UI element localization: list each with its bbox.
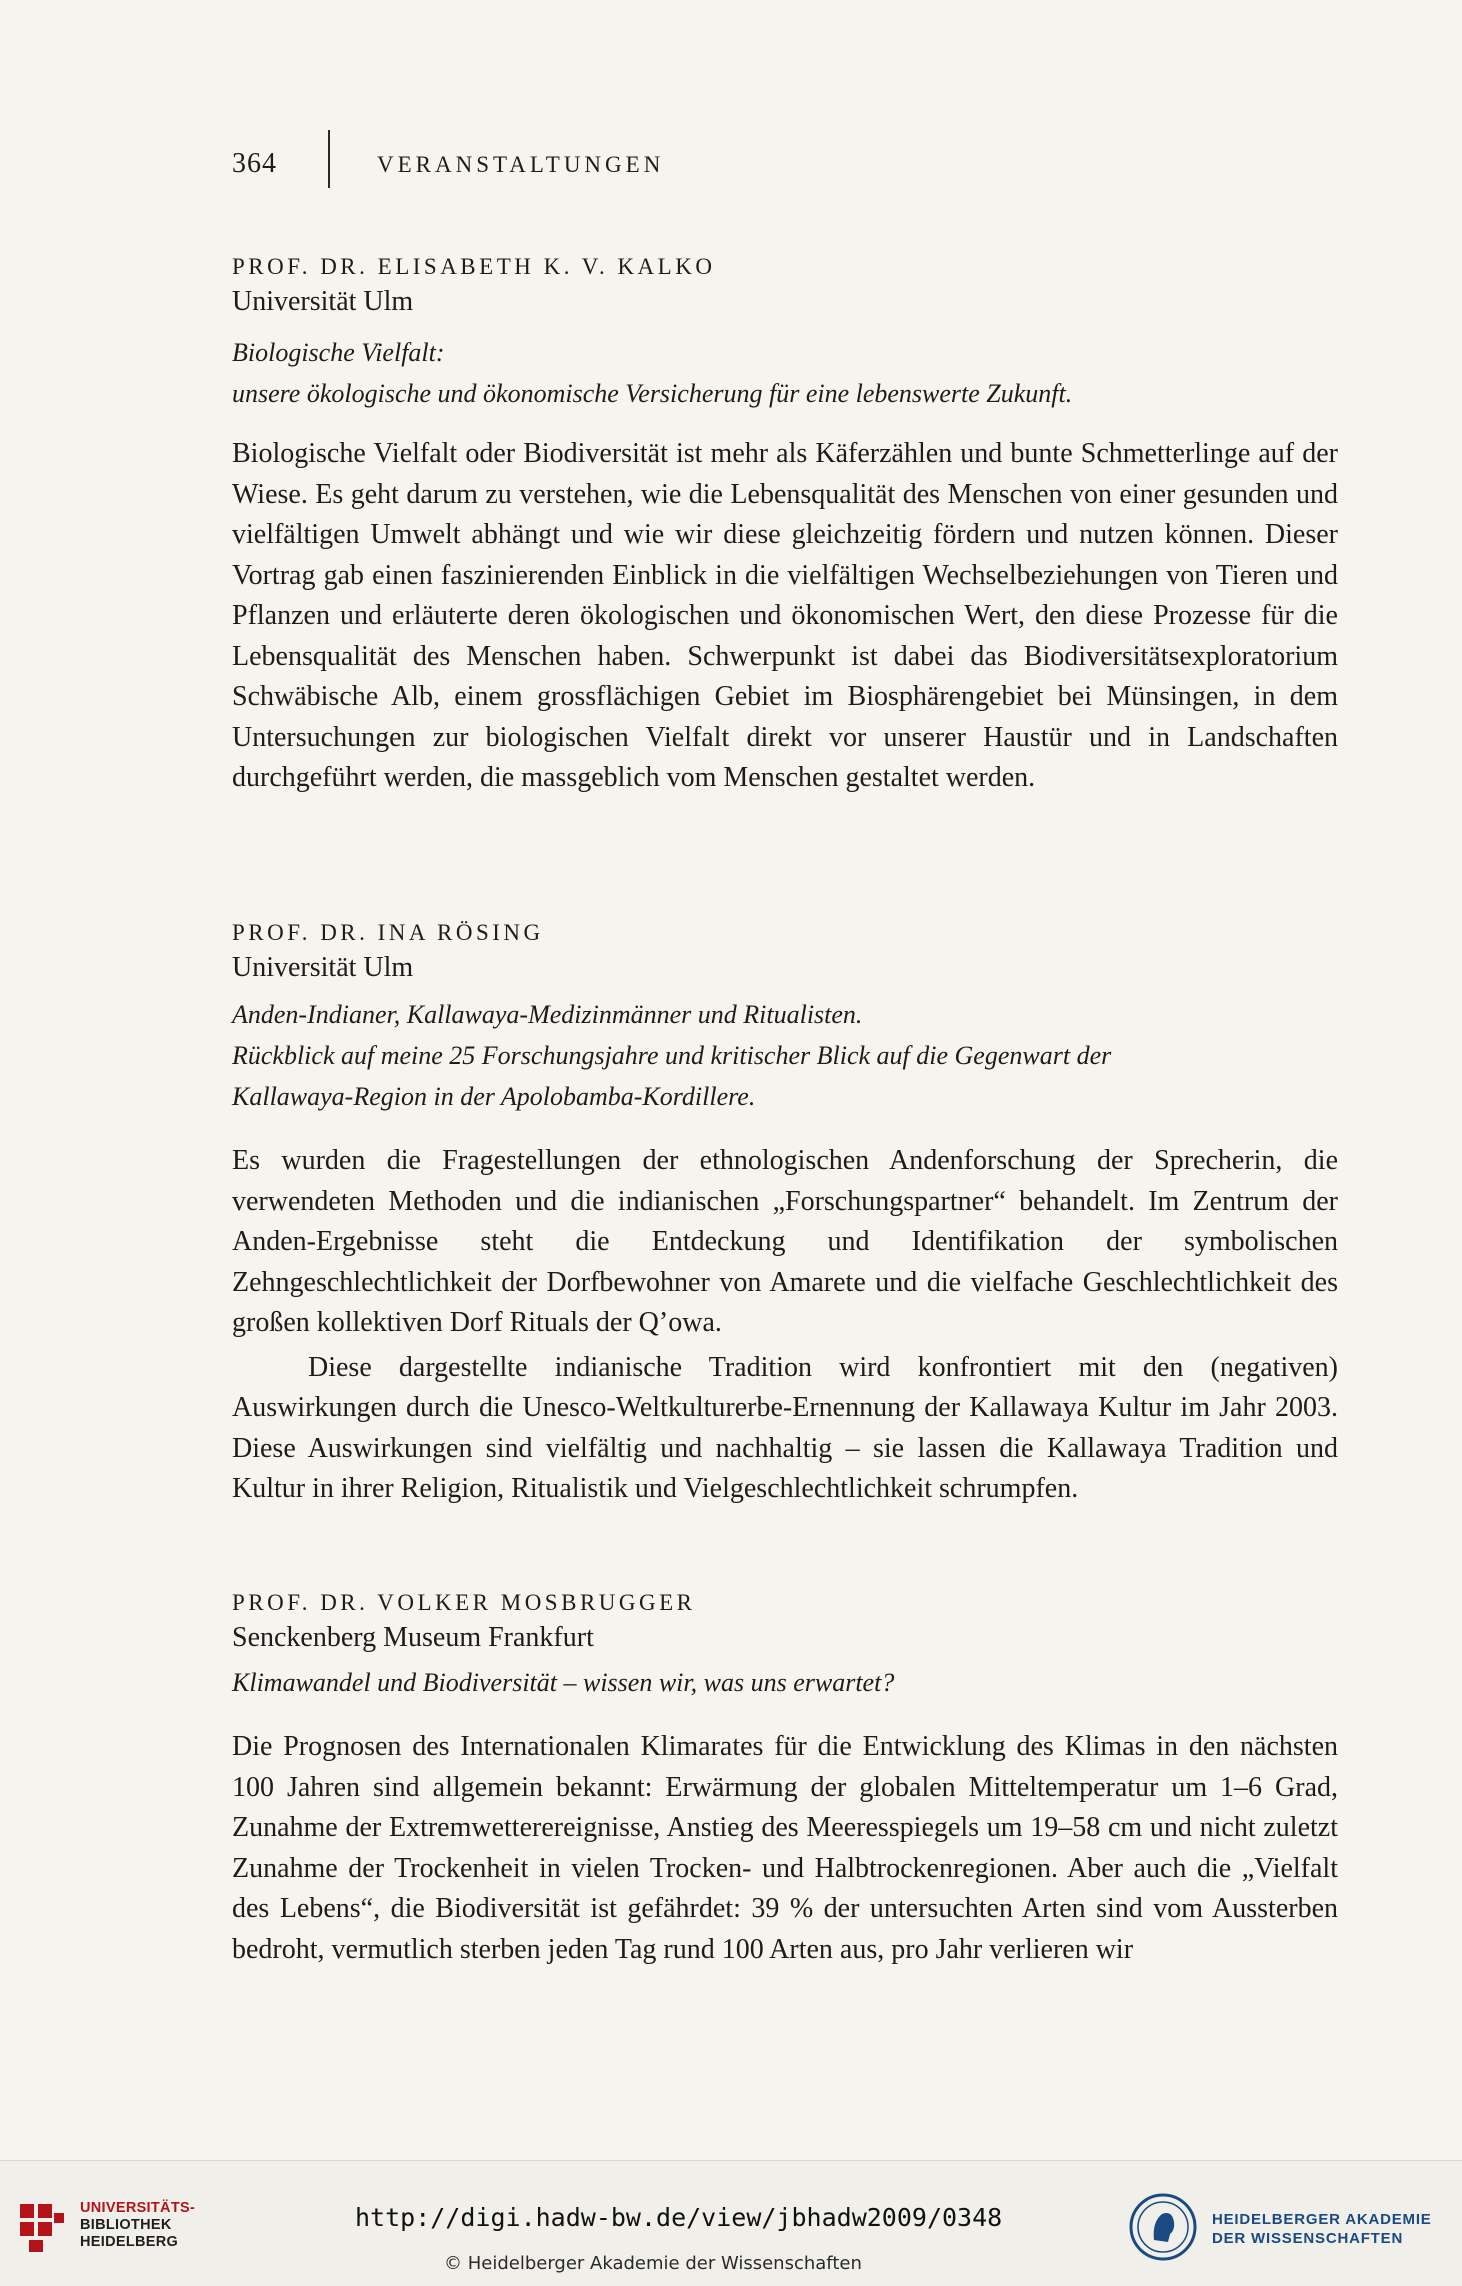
logo-text-line: BIBLIOTHEK <box>80 2217 172 2233</box>
running-title: VERANSTALTUNGEN <box>377 152 665 177</box>
academy-seal-icon <box>1128 2192 1198 2262</box>
page-number: 364 <box>232 148 277 179</box>
author-name: PROF. DR. VOLKER MOSBRUGGER <box>232 1590 696 1615</box>
institution: Universität Ulm <box>232 286 414 317</box>
permalink-url[interactable]: http://digi.hadw-bw.de/view/jbhadw2009/0348 <box>355 2203 1003 2232</box>
copyright-notice: © Heidelberger Akademie der Wissenschaften <box>444 2253 862 2274</box>
lecture-title-line: Kallawaya-Region in der Apolobamba-Kordillere. <box>232 1082 756 1111</box>
logo-text-line: HEIDELBERGER AKADEMIE <box>1212 2211 1432 2228</box>
institution: Universität Ulm <box>232 952 414 983</box>
lecture-title-line: unsere ökologische und ökonomische Versicherung für eine lebenswerte Zukunft. <box>232 379 1073 408</box>
academy-label <box>1212 2210 1432 2248</box>
abstract-paragraph: Diese dargestellte indianische Tradition wird konfrontiert mit den (negativen) Auswirkungen durch die Unesco-Weltkulturerbe-Ernennung der Kallawaya Kultur im Jahr 2003. Diese Auswirkungen sind vielfältig und nachhaltig – sie lassen die Kallawaya Tradition und Kultur in ihrer Religion, Ritualistik und Vielgeschlechtlichkeit schrumpfen. <box>232 1351 1338 1504</box>
lecture-title-line: Anden-Indianer, Kallawaya-Medizinmänner und Ritualisten. <box>232 1000 863 1029</box>
university-library-logo-icon <box>14 2198 72 2256</box>
logo-text-line: DER WISSENSCHAFTEN <box>1212 2230 1404 2247</box>
abstract-paragraph: Biologische Vielfalt oder Biodiversität ist mehr als Käferzählen und bunte Schmetterlinge auf der Wiese. Es geht darum zu verstehen, wie die Lebensqualität des Menschen von einer gesunden und vielfältigen Umwelt abhängt und wie wir diese gleichzeitig fördern und nutzen können. Dieser Vortrag gab einen faszinierenden Einblick in die vielfältigen Wechselbeziehungen von Tieren und Pflanzen und erläuterte deren ökologischen und ökonomischen Wert, den diese Prozesse für die Lebensqualität des Menschen haben. Schwerpunkt ist dabei das Biodiversitätsexploratorium Schwäbische Alb, einem grossflächigen Gebiet im Biosphärengebiet bei Münsingen, in dem Untersuchungen zur biologischen Vielfalt direkt vor unserer Haustür und in Landschaften durchgeführt werden, die massgeblich vom Menschen gestaltet werden. <box>232 438 1338 793</box>
abstract-paragraph: Es wurden die Fragestellungen der ethnologischen Andenforschung der Sprecherin, die verwendeten Methoden und die indianischen „Forschungspartner“ behandelt. Im Zentrum der Anden-Ergebnisse steht die Entdeckung und Identifikation der symbolischen Zehngeschlechtlichkeit der Dorfbewohner von Amarete und die vielfache Geschlechtlichkeit des großen kollektiven Dorf Rituals der Q’owa. <box>232 1145 1338 1338</box>
lecture-section-roesing <box>232 920 1338 1510</box>
logo-text-line: UNIVERSITÄTS- <box>80 2200 196 2216</box>
university-library-label <box>80 2200 195 2251</box>
lecture-section-kalko <box>232 254 1338 799</box>
author-name: PROF. DR. INA RÖSING <box>232 920 544 945</box>
lecture-title-line: Rückblick auf meine 25 Forschungsjahre und kritischer Blick auf die Gegenwart der <box>232 1041 1112 1070</box>
header-divider <box>328 130 330 188</box>
institution: Senckenberg Museum Frankfurt <box>232 1622 594 1653</box>
logo-text-line: HEIDELBERG <box>80 2234 179 2250</box>
lecture-section-mosbrugger <box>232 1590 1338 1970</box>
lecture-title-line: Klimawandel und Biodiversität – wissen wir, was uns erwartet? <box>232 1668 895 1697</box>
lecture-title-line: Biologische Vielfalt: <box>232 338 445 367</box>
abstract-paragraph: Die Prognosen des Internationalen Klimarates für die Entwicklung des Klimas in den nächsten 100 Jahren sind allgemein bekannt: Erwärmung der globalen Mitteltemperatur um 1–6 Grad, Zunahme der Extremwetterereignisse, Anstieg des Meeresspiegels um 19–58 cm und nicht zuletzt Zunahme der Trockenheit in vielen Trocken- und Halbtrockenregionen. Aber auch die „Vielfalt des Lebens“, die Biodiversität ist gefährdet: 39 % der untersuchten Arten sind vom Aussterben bedroht, vermutlich sterben jeden Tag rund 100 Arten aus, pro Jahr verlieren wir <box>232 1731 1338 1965</box>
author-name: PROF. DR. ELISABETH K. V. KALKO <box>232 254 716 279</box>
